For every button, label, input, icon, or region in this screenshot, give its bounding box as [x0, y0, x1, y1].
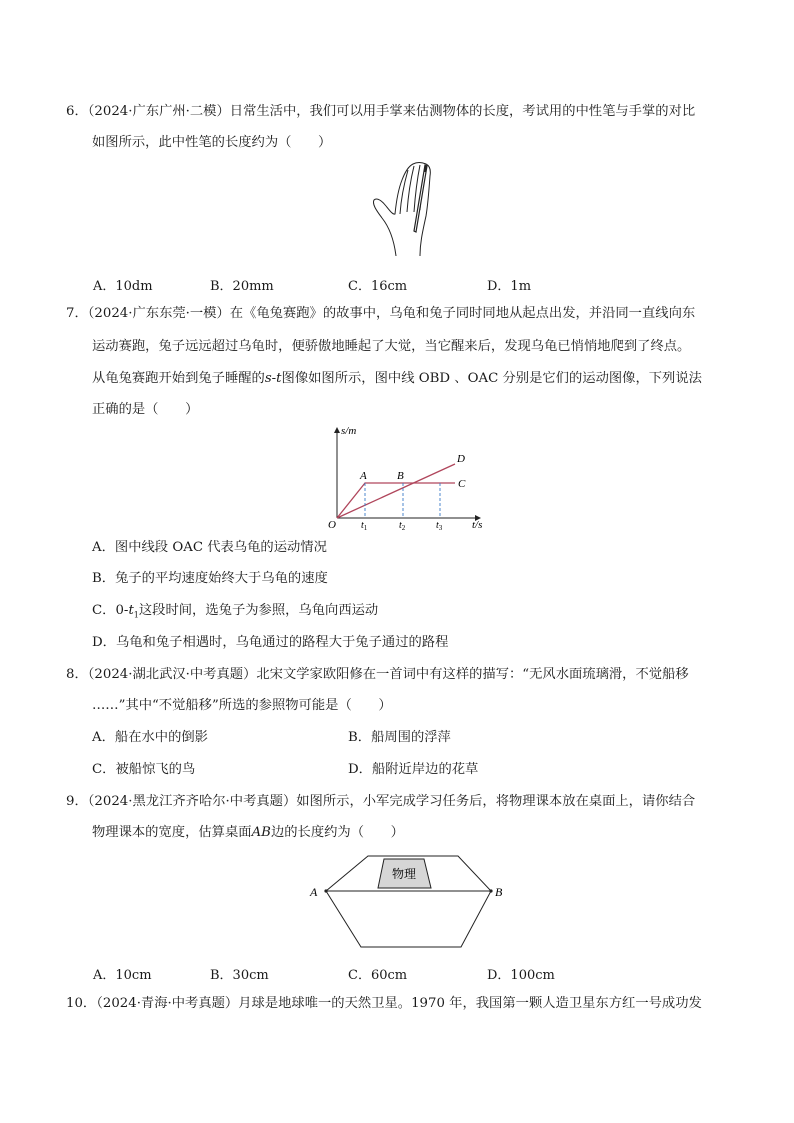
q9-stem-line2-a: 物理课本的宽度，估算桌面 [92, 825, 252, 840]
q7-stem-line1: 7．（2024·广东东莞·一模）在《龟兔赛跑》的故事中，乌龟和兔子同时同地从起点出发，并沿同一直线向东 [66, 306, 696, 321]
tick-t1 [361, 520, 368, 532]
q7-option-a[interactable]: A．图中线段 OAC 代表乌龟的运动情况 [92, 540, 327, 555]
q6-option-a[interactable]: A．10dm [93, 279, 153, 294]
q10-stem-line1: 10．（2024·青海·中考真题）月球是地球唯一的天然卫星。1970 年，我国第一颗人造卫星东方红一号成功发 [66, 996, 702, 1011]
q7-option-c[interactable] [92, 602, 378, 625]
st-graph [320, 420, 490, 530]
label-d: D [457, 453, 465, 465]
q7-stem-line3 [92, 370, 702, 388]
tick-t2-sub: 2 [401, 524, 406, 532]
q7-stem-line3-b: 图像如图所示，图中线 OBD 、OAC 分别是它们的运动图像，下列说法 [281, 371, 702, 386]
q6-stem-line1: 6．（2024·广东广州·二模）日常生活中，我们可以用手掌来估测物体的长度，考试用的中性笔与手掌的对比 [66, 104, 696, 119]
hand-pen-figure [368, 160, 458, 260]
q9-stem-line1: 9．（2024·黑龙江齐齐哈尔·中考真题）如图所示，小军完成学习任务后，将物理课本放在桌面上，请你结合 [66, 794, 696, 809]
book-label: 物理 [391, 867, 417, 881]
label-a: A [360, 470, 367, 482]
tick-t1-letter: t [361, 520, 364, 531]
q7-option-c-pre: C．0- [92, 603, 129, 618]
q9-option-a[interactable]: A．10cm [93, 968, 152, 983]
label-c: C [458, 478, 466, 490]
label-b: B [495, 885, 503, 899]
q7-stem-line4: 正确的是（ ） [92, 402, 199, 417]
point-a [324, 889, 327, 892]
q9-option-c[interactable]: C．60cm [348, 968, 408, 983]
q9-option-d[interactable]: D．100cm [487, 968, 555, 983]
q8-option-d[interactable]: D．船附近岸边的花草 [348, 762, 479, 777]
q9-stem-line2 [92, 824, 404, 842]
label-origin: O [328, 519, 336, 531]
q7-option-d[interactable]: D．乌龟和兔子相遇时，乌龟通过的路程大于兔子通过的路程 [92, 635, 449, 650]
q6-option-d[interactable]: D．1m [487, 279, 532, 294]
q9-ab-variable: AB [251, 825, 271, 840]
tick-t2-letter: t [399, 520, 402, 531]
q7-option-c-t: t [128, 603, 134, 618]
label-b: B [397, 470, 404, 482]
line-oac [337, 483, 455, 518]
q8-option-a[interactable]: A．船在水中的倒影 [92, 730, 208, 745]
tick-t3-letter: t [436, 520, 439, 531]
label-xlabel: t/s [472, 519, 483, 531]
q6-stem-line2: 如图所示，此中性笔的长度约为（ ） [92, 135, 332, 150]
q7-option-c-post: 这段时间，选兔子为参照，乌龟向西运动 [138, 603, 379, 618]
tick-t3-sub: 3 [438, 524, 443, 532]
q9-option-b[interactable]: B．30cm [210, 968, 269, 983]
tick-t2 [399, 520, 406, 532]
tick-t1-sub: 1 [363, 524, 368, 532]
q7-stem-line3-a: 从龟兔赛跑开始到兔子睡醒的 [92, 371, 265, 386]
q7-stem-line2: 运动赛跑，兔子远远超过乌龟时，便骄傲地睡起了大觉，当它醒来后，发现乌龟已悄悄地爬到了终点。 [92, 339, 691, 354]
point-b [489, 889, 492, 892]
q9-stem-line2-b: 边的长度约为（ ） [270, 825, 404, 840]
q6-option-c[interactable]: C．16cm [348, 279, 408, 294]
label-a: A [310, 885, 318, 899]
q7-st-variable: s-t [264, 371, 282, 386]
q7-option-b[interactable]: B．兔子的平均速度始终大于乌龟的速度 [92, 571, 328, 586]
q8-option-c[interactable]: C．被船惊飞的鸟 [92, 762, 196, 777]
q8-stem-line1: 8．（2024·湖北武汉·中考真题）北宋文学家欧阳修在一首词中有这样的描写：“无风水面琉璃滑，不觉船移 [66, 667, 689, 682]
q7-option-c-sub: 1 [133, 610, 139, 620]
q8-stem-line2: ……”其中“不觉船移”所选的参照物可能是（ ） [92, 698, 392, 713]
line-obd [337, 464, 455, 518]
q6-option-b[interactable]: B．20mm [210, 279, 274, 294]
desk-figure [305, 850, 515, 950]
label-ylabel: s/m [341, 425, 357, 437]
q8-option-b[interactable]: B．船周围的浮萍 [348, 730, 451, 745]
tick-t3 [436, 520, 443, 532]
